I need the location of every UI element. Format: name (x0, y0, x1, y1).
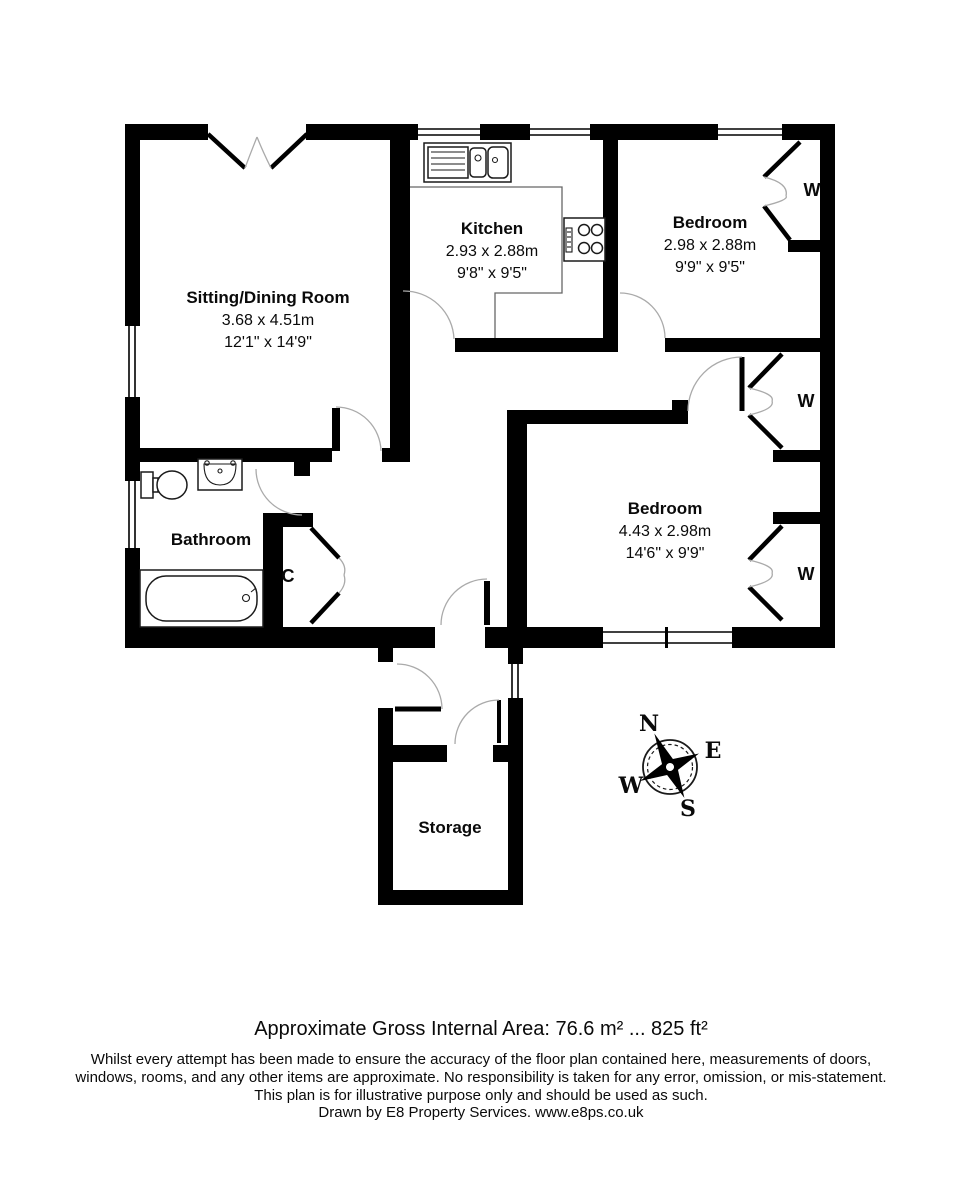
room-dim-imperial: 9'8" x 9'5" (457, 265, 527, 282)
wall-segment (125, 124, 140, 326)
wall-segment (773, 512, 835, 524)
compass-rose (618, 711, 722, 822)
front-door (395, 664, 442, 709)
room-label-kitchen: Kitchen (460, 219, 524, 238)
disclaimer-line: Whilst every attempt has been made to ensure the accuracy of the floor plan contained here, measurements of doors, (90, 1051, 872, 1068)
hall-door (441, 579, 487, 625)
wall-segment (378, 648, 393, 662)
wall-segment (773, 450, 835, 462)
wall-segment (263, 513, 313, 527)
disclaimer-line: This plan is for illustrative purpose only and should be used as such. (254, 1087, 708, 1104)
storage-door (455, 700, 499, 744)
room-dim-imperial: 12'1" x 14'9" (224, 334, 312, 351)
kitchen-counter (410, 187, 562, 338)
room-label-bathroom: Bathroom (170, 530, 252, 549)
wall-segment (294, 462, 310, 476)
wall-segment (507, 410, 527, 627)
compass-west-label: W (618, 773, 644, 799)
wall-segment (390, 140, 410, 448)
wardrobe-label: W (797, 564, 815, 584)
wardrobe-label: W (797, 391, 815, 411)
wall-segment (493, 745, 508, 762)
window (530, 124, 590, 140)
wall-segment (480, 124, 530, 140)
wall-segment (125, 397, 140, 481)
gross-internal-area: Approximate Gross Internal Area: 76.6 m² ... 825 ft² (254, 1018, 708, 1040)
window (508, 664, 523, 698)
compass-south-label: S (680, 796, 696, 822)
bedroom2-door (688, 357, 742, 411)
wall-segment (672, 400, 688, 424)
room-labels (171, 180, 821, 837)
window (418, 124, 480, 140)
wall-segment (378, 745, 447, 762)
wall-segment (788, 240, 835, 252)
french-doors (208, 134, 307, 168)
sitting-room-door (336, 407, 381, 451)
window (603, 627, 732, 648)
room-label-storage: Storage (418, 818, 482, 837)
room-dim-metric: 3.68 x 4.51m (221, 312, 315, 329)
wall-segment (263, 515, 283, 627)
wall-segment (590, 124, 718, 140)
cupboard-doors (311, 528, 345, 623)
room-dim-metric: 2.98 x 2.88m (663, 237, 757, 254)
wall-segment (306, 124, 418, 140)
toilet-icon (141, 471, 187, 499)
wall-segment (507, 410, 687, 424)
compass-east-label: E (704, 738, 722, 764)
wall-segment (820, 124, 835, 648)
wardrobe-label: W (803, 180, 821, 200)
basin-icon (198, 459, 242, 490)
cupboard-label: C (281, 566, 295, 586)
room-dim-imperial: 14'6" x 9'9" (625, 545, 705, 562)
footer (74, 1018, 886, 1121)
wall-segment (382, 448, 410, 462)
room-label-sitting: Sitting/Dining Room (186, 288, 350, 307)
room-dim-metric: 2.93 x 2.88m (445, 243, 539, 260)
compass-north-label: N (638, 711, 660, 737)
wall-segment (378, 890, 523, 905)
room-label-bedroom2: Bedroom (627, 499, 703, 518)
window (125, 326, 140, 397)
bedroom2-wardrobe-doors (749, 526, 782, 620)
wall-segment (732, 627, 835, 648)
room-label-bedroom1: Bedroom (672, 213, 748, 232)
wall-segment (508, 648, 523, 664)
disclaimer-line: Drawn by E8 Property Services. www.e8ps.co.uk (318, 1104, 644, 1121)
window (718, 124, 782, 140)
wall-segment (508, 698, 523, 905)
wall-segment (378, 708, 393, 905)
hall-wardrobe-doors (749, 354, 782, 448)
wall-segment (485, 627, 603, 648)
room-dim-imperial: 9'9" x 9'5" (675, 259, 745, 276)
room-dim-metric: 4.43 x 2.98m (618, 523, 712, 540)
wall-segment (665, 338, 835, 352)
kitchen-sink-icon (424, 143, 511, 182)
kitchen-door (403, 291, 454, 339)
hob-icon (564, 218, 605, 261)
bedroom1-wardrobe-doors (764, 142, 800, 240)
bathtub-icon (140, 570, 263, 627)
bedroom1-door (620, 293, 665, 338)
disclaimer-line: windows, rooms, and any other items are approximate. No responsibility is taken for any error, omission, or mis-statement. (75, 1069, 887, 1086)
wall-segment (125, 627, 435, 648)
window (125, 481, 140, 548)
wall-segment (455, 338, 603, 352)
